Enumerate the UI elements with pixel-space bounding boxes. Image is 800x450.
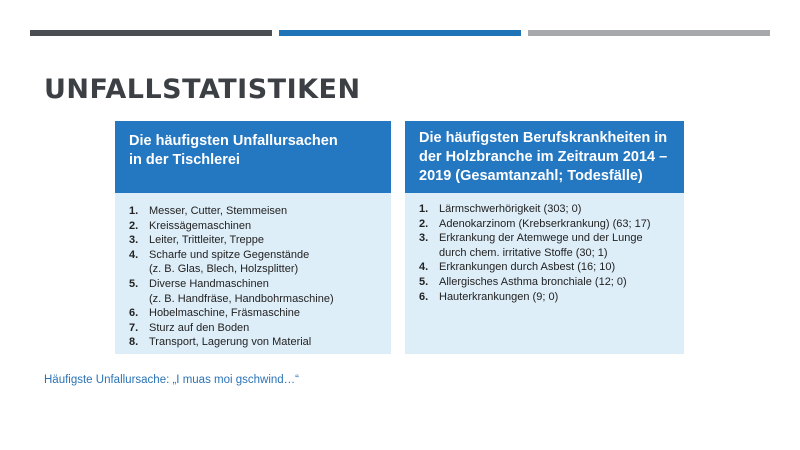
header-line: der Holzbranche im Zeitraum 2014 – xyxy=(419,149,668,165)
item-text xyxy=(149,277,385,306)
item-number: 6. xyxy=(419,290,429,303)
item-text xyxy=(149,204,385,219)
list-item xyxy=(129,219,385,234)
item-line: Messer, Cutter, Stemmeisen xyxy=(149,205,288,217)
header-line: in der Tischlerei xyxy=(129,152,240,168)
top-bar-blue xyxy=(279,30,521,36)
item-number: 4. xyxy=(419,261,429,274)
header-line: 2019 (Gesamtanzahl; Todesfälle) xyxy=(419,168,643,184)
list-item xyxy=(129,335,385,350)
item-number: 8. xyxy=(129,336,139,349)
item-line: Kreissägemaschinen xyxy=(149,219,252,232)
item-text xyxy=(439,275,678,290)
item-text xyxy=(149,219,385,234)
list-item xyxy=(419,260,678,275)
occupational-diseases-header xyxy=(405,121,684,193)
item-line: Erkrankungen durch Asbest (16; 10) xyxy=(439,261,616,274)
header-line: Die häufigsten Unfallursachen xyxy=(129,133,338,149)
item-line: Transport, Lagerung von Material xyxy=(149,336,312,349)
item-number: 5. xyxy=(419,275,429,288)
list-item xyxy=(419,231,678,260)
item-text xyxy=(149,335,385,350)
top-bar-dark xyxy=(30,30,272,36)
accident-causes-header xyxy=(115,121,391,193)
list-item xyxy=(129,306,385,321)
item-line: Scharfe und spitze Gegenstände xyxy=(149,248,310,261)
item-line: Allergisches Asthma bronchiale (12; 0) xyxy=(439,275,627,288)
item-line: Diverse Handmaschinen xyxy=(149,277,269,290)
list-item xyxy=(419,275,678,290)
list-item xyxy=(419,290,678,305)
item-line: (z. B. Glas, Blech, Holzsplitter) xyxy=(149,263,299,276)
item-text xyxy=(439,202,678,217)
slide-title: UNFALLSTATISTIKEN xyxy=(44,74,361,105)
top-bar-gray xyxy=(528,30,770,36)
item-text xyxy=(149,306,385,321)
list-item xyxy=(129,248,385,277)
list-item xyxy=(129,233,385,248)
list-item xyxy=(129,277,385,306)
item-line: Leiter, Trittleiter, Treppe xyxy=(149,234,264,247)
item-number: 3. xyxy=(419,232,429,245)
item-number: 4. xyxy=(129,248,139,261)
item-number: 5. xyxy=(129,277,139,290)
header-line: Die häufigsten Berufskrankheiten in xyxy=(419,130,668,146)
item-text xyxy=(149,248,385,277)
item-text xyxy=(149,321,385,336)
occupational-diseases-panel xyxy=(405,121,684,354)
item-number: 7. xyxy=(129,321,139,334)
item-number: 3. xyxy=(129,234,139,247)
item-number: 2. xyxy=(129,219,139,232)
list-item xyxy=(129,321,385,336)
item-text xyxy=(439,290,678,305)
list-item xyxy=(419,217,678,232)
list-item xyxy=(419,202,678,217)
item-line: Erkrankung der Atemwege und der Lunge xyxy=(439,232,643,245)
item-number: 2. xyxy=(419,217,429,230)
item-line: Sturz auf den Boden xyxy=(149,321,250,334)
list-item xyxy=(129,204,385,219)
item-text xyxy=(439,231,678,260)
item-number: 6. xyxy=(129,307,139,320)
slide-caption: Häufigste Unfallursache: „I muas moi gschwind…“ xyxy=(44,374,300,386)
item-text xyxy=(439,217,678,232)
item-text xyxy=(439,260,678,275)
accident-causes-list xyxy=(115,193,391,350)
item-line: Lärmschwerhörigkeit (303; 0) xyxy=(439,203,582,215)
item-number: 1. xyxy=(129,205,139,217)
item-line: durch chem. irritative Stoffe (30; 1) xyxy=(439,246,608,259)
item-line: (z. B. Handfräse, Handbohrmaschine) xyxy=(149,292,334,305)
item-number: 1. xyxy=(419,203,429,215)
item-text xyxy=(149,233,385,248)
occupational-diseases-list xyxy=(405,193,684,304)
item-line: Hobelmaschine, Fräsmaschine xyxy=(149,307,301,320)
item-line: Adenokarzinom (Krebserkrankung) (63; 17) xyxy=(439,217,651,230)
accident-causes-panel xyxy=(115,121,391,354)
item-line: Hauterkrankungen (9; 0) xyxy=(439,290,559,303)
